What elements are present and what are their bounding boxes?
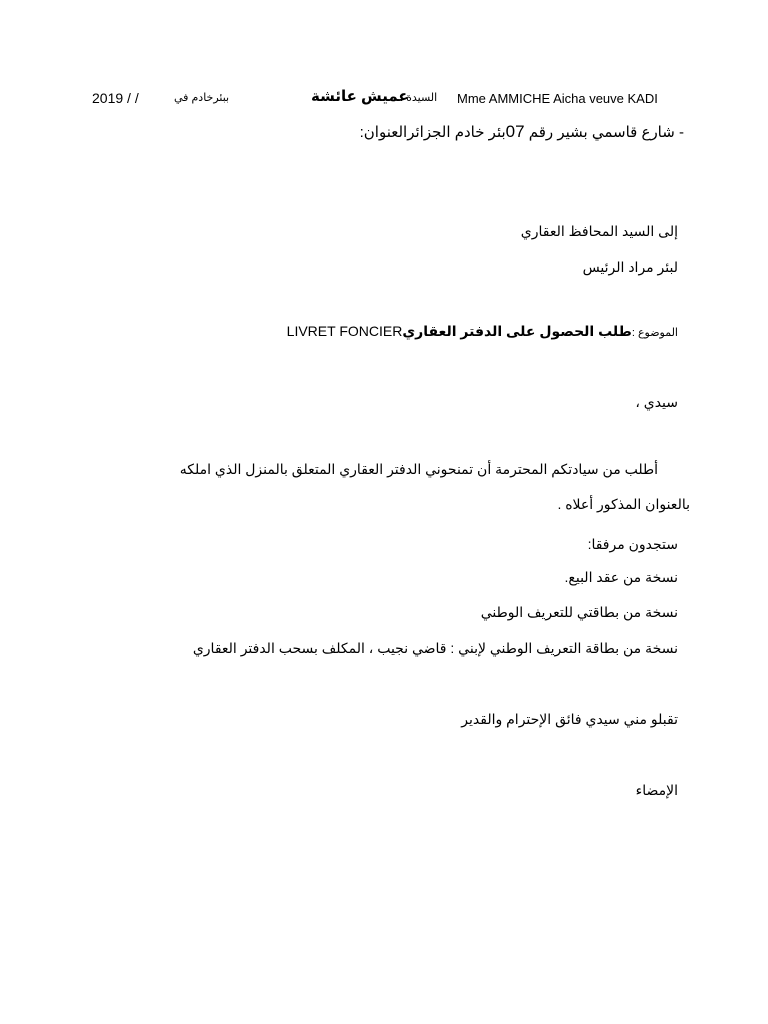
salutation: سيدي ، bbox=[635, 394, 678, 410]
body-line-2: بالعنوان المذكور أعلاه . bbox=[557, 496, 690, 512]
subject-text: طلب الحصول على الدفتر العقاري bbox=[402, 323, 632, 339]
address-line bbox=[360, 123, 684, 140]
subject-line bbox=[287, 324, 678, 339]
recipient-line-1: إلى السيد المحافظ العقاري bbox=[520, 223, 678, 239]
subject-french: LIVRET FONCIER bbox=[286, 323, 403, 339]
date-text: 2019 / / bbox=[92, 90, 139, 106]
place-prefix: ببئرخادم في bbox=[174, 92, 230, 104]
signature-label: الإمضاء bbox=[635, 782, 678, 798]
address-city: بئر خادم الجزائر bbox=[407, 124, 506, 141]
attachment-item: نسخة من بطاقتي للتعريف الوطني bbox=[480, 604, 678, 620]
recipient-line-2: لبئر مراد الرئيس bbox=[582, 259, 678, 275]
address-label: العنوان: bbox=[359, 124, 408, 141]
attachment-item: نسخة من بطاقة التعريف الوطني لإبني : قاضي نجيب ، المكلف بسحب الدفتر العقاري bbox=[192, 640, 678, 656]
address-number: 07 bbox=[505, 122, 525, 141]
sender-title-label: السيدة : bbox=[400, 92, 438, 104]
subject-label: الموضوع : bbox=[631, 327, 678, 339]
attachments-intro: ستجدون مرفقا: bbox=[587, 536, 678, 552]
closing-text: تقبلو مني سيدي فائق الإحترام والقدير bbox=[461, 711, 678, 727]
sender-name-arabic: عميش عائشة bbox=[311, 88, 409, 105]
address-street: شارع قاسمي بشير رقم bbox=[528, 124, 675, 141]
attachment-item: نسخة من عقد البيع. bbox=[564, 569, 678, 585]
sender-name-french: Mme AMMICHE Aicha veuve KADI bbox=[457, 91, 658, 106]
address-bullet: - bbox=[679, 124, 684, 141]
body-line-1: أطلب من سيادتكم المحترمة أن تمنحوني الدفتر العقاري المتعلق بالمنزل الذي املكه bbox=[179, 461, 658, 477]
